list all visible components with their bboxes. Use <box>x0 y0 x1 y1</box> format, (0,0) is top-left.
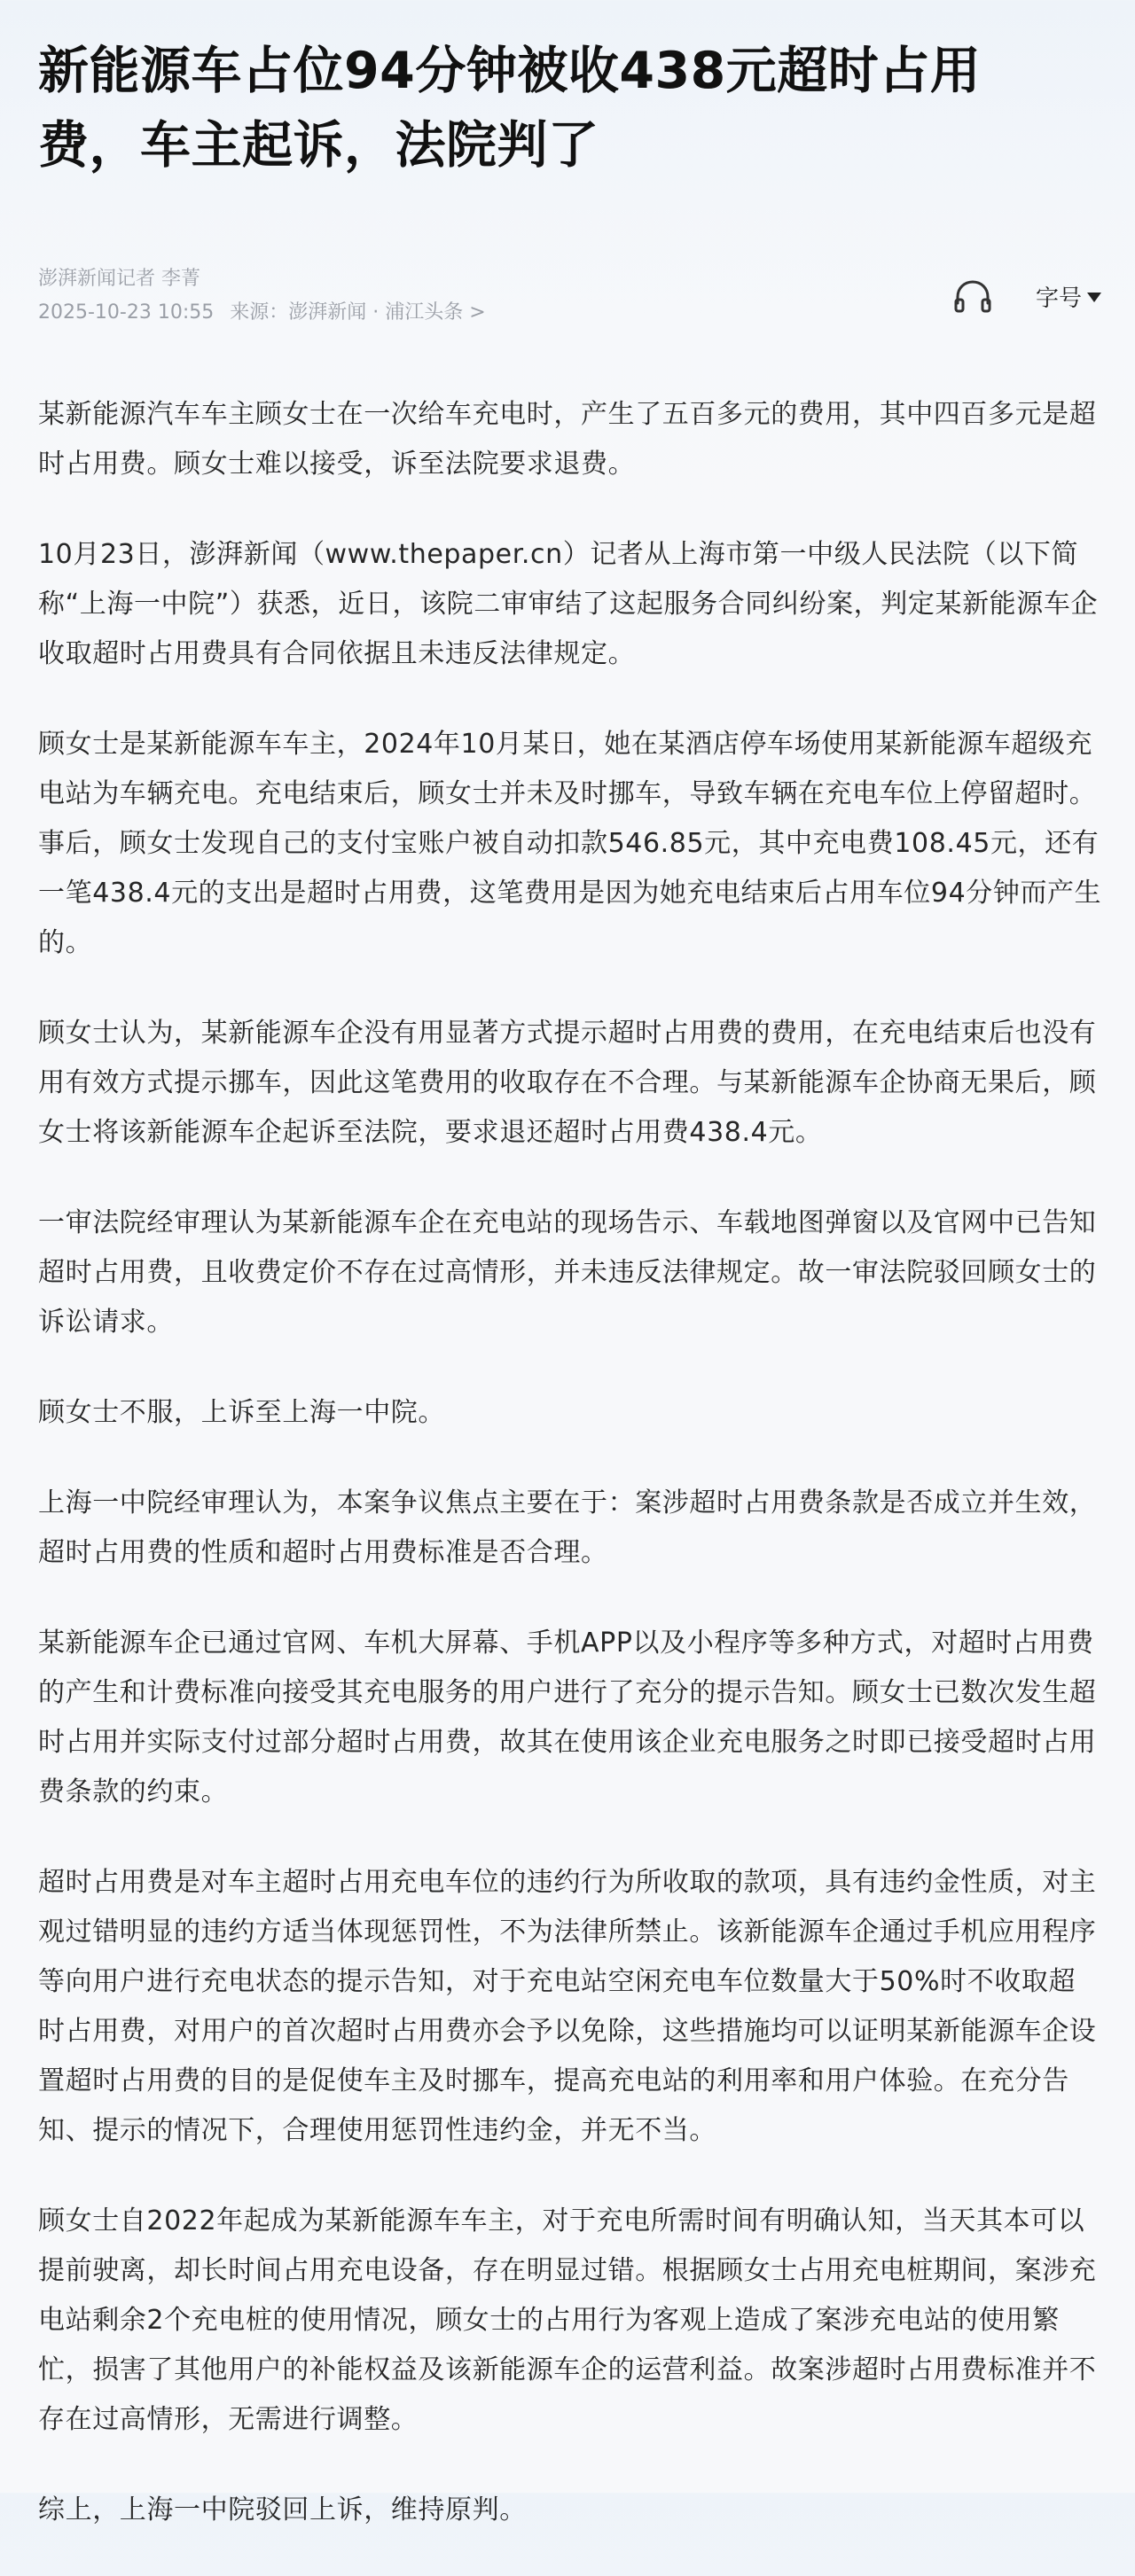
paragraph: 上海一中院经审理认为，本案争议焦点主要在于：案涉超时占用费条款是否成立并生效，超时占用费的性质和超时占用费标准是否合理。 <box>38 1487 1097 1568</box>
paragraph: 顾女士认为，某新能源车企没有用显著方式提示超时占用费的费用，在充电结束后也没有用有效方式提示挪车，因此这笔费用的收取存在不合理。与某新能源车企协商无果后，顾女士将该新能源车企起诉至法院，要求退还超时占用费438.4元。 <box>38 1018 1097 1148</box>
article-tools <box>952 275 1101 317</box>
article-meta <box>38 262 748 330</box>
source-prefix: 来源： <box>230 301 289 324</box>
font-size-button[interactable] <box>1036 280 1101 313</box>
source-link[interactable]: 澎湃新闻 · 浦江头条 > <box>288 301 486 324</box>
headphones-icon <box>953 278 992 314</box>
paragraph: 某新能源汽车车主顾女士在一次给车充电时，产生了五百多元的费用，其中四百多元是超时占用费。顾女士难以接受，诉至法院要求退费。 <box>38 399 1097 480</box>
paragraph: 顾女士自2022年起成为某新能源车车主，对于充电所需时间有明确认知，当天其本可以提前驶离，却长时间占用充电设备，存在明显过错。根据顾女士占用充电桩期间，案涉充电站剩余2个充电桩的使用情况，顾女士的占用行为客观上造成了案涉充电站的使用繁忙，损害了其他用户的补能权益及该新能源车企的运营利益。故案涉超时占用费标准并不存在过高情形，无需进行调整。 <box>38 2205 1097 2435</box>
article-title: 新能源车占位94分钟被收438元超时占用费，车主起诉，法院判了 <box>38 42 982 175</box>
font-size-label: 字号 <box>1035 285 1082 312</box>
listen-button[interactable] <box>952 276 993 316</box>
paragraph: 某新能源车企已通过官网、车机大屏幕、手机APP以及小程序等多种方式，对超时占用费的产生和计费标准向接受其充电服务的用户进行了充分的提示告知。顾女士已数次发生超时占用并实际支付过部分超时占用费，故其在使用该企业充电服务之时即已接受超时占用费条款的约束。 <box>38 1628 1097 1807</box>
paragraph: 一审法院经审理认为某新能源车企在充电站的现场告示、车载地图弹窗以及官网中已告知超时占用费，且收费定价不存在过高情形，并未违反法律规定。故一审法院驳回顾女士的诉讼请求。 <box>38 1207 1097 1338</box>
caret-down-icon <box>1087 293 1101 302</box>
reporter: 澎湃新闻记者 李菁 <box>38 268 200 290</box>
paragraph: 综上，上海一中院驳回上诉，维持原判。 <box>38 2494 527 2525</box>
publish-datetime: 2025-10-23 10:55 <box>38 301 215 324</box>
publish-line <box>38 296 748 330</box>
reporter-line <box>38 262 748 296</box>
paragraph: 超时占用费是对车主超时占用充电车位的违约行为所收取的款项，具有违约金性质，对主观过错明显的违约方适当体现惩罚性，不为法律所禁止。该新能源车企通过手机应用程序等向用户进行充电状态的提示告知，对于充电站空闲充电车位数量大于50%时不收取超时占用费，对用户的首次超时占用费亦会予以免除，这些措施均可以证明某新能源车企设置超时占用费的目的是促使车主及时挪车，提高充电站的利用率和用户体验。在充分告知、提示的情况下，合理使用惩罚性违约金，并无不当。 <box>38 1867 1097 2146</box>
paragraph: 10月23日，澎湃新闻（www.thepaper.cn）记者从上海市第一中级人民法院（以下简称“上海一中院”）获悉，近日，该院二审审结了这起服务合同纠纷案，判定某新能源车企收取超时占用费具有合同依据且未违反法律规定。 <box>38 539 1099 669</box>
article-body <box>38 390 1102 2576</box>
paragraph: 顾女士是某新能源车车主，2024年10月某日，她在某酒店停车场使用某新能源车超级充电站为车辆充电。充电结束后，顾女士并未及时挪车，导致车辆在充电车位上停留超时。事后，顾女士发现自己的支付宝账户被自动扣款546.85元，其中充电费108.45元，还有一笔438.4元的支出是超时占用费，这笔费用是因为她充电结束后占用车位94分钟而产生的。 <box>38 729 1102 958</box>
paragraph: 顾女士不服，上诉至上海一中院。 <box>38 1397 445 1428</box>
